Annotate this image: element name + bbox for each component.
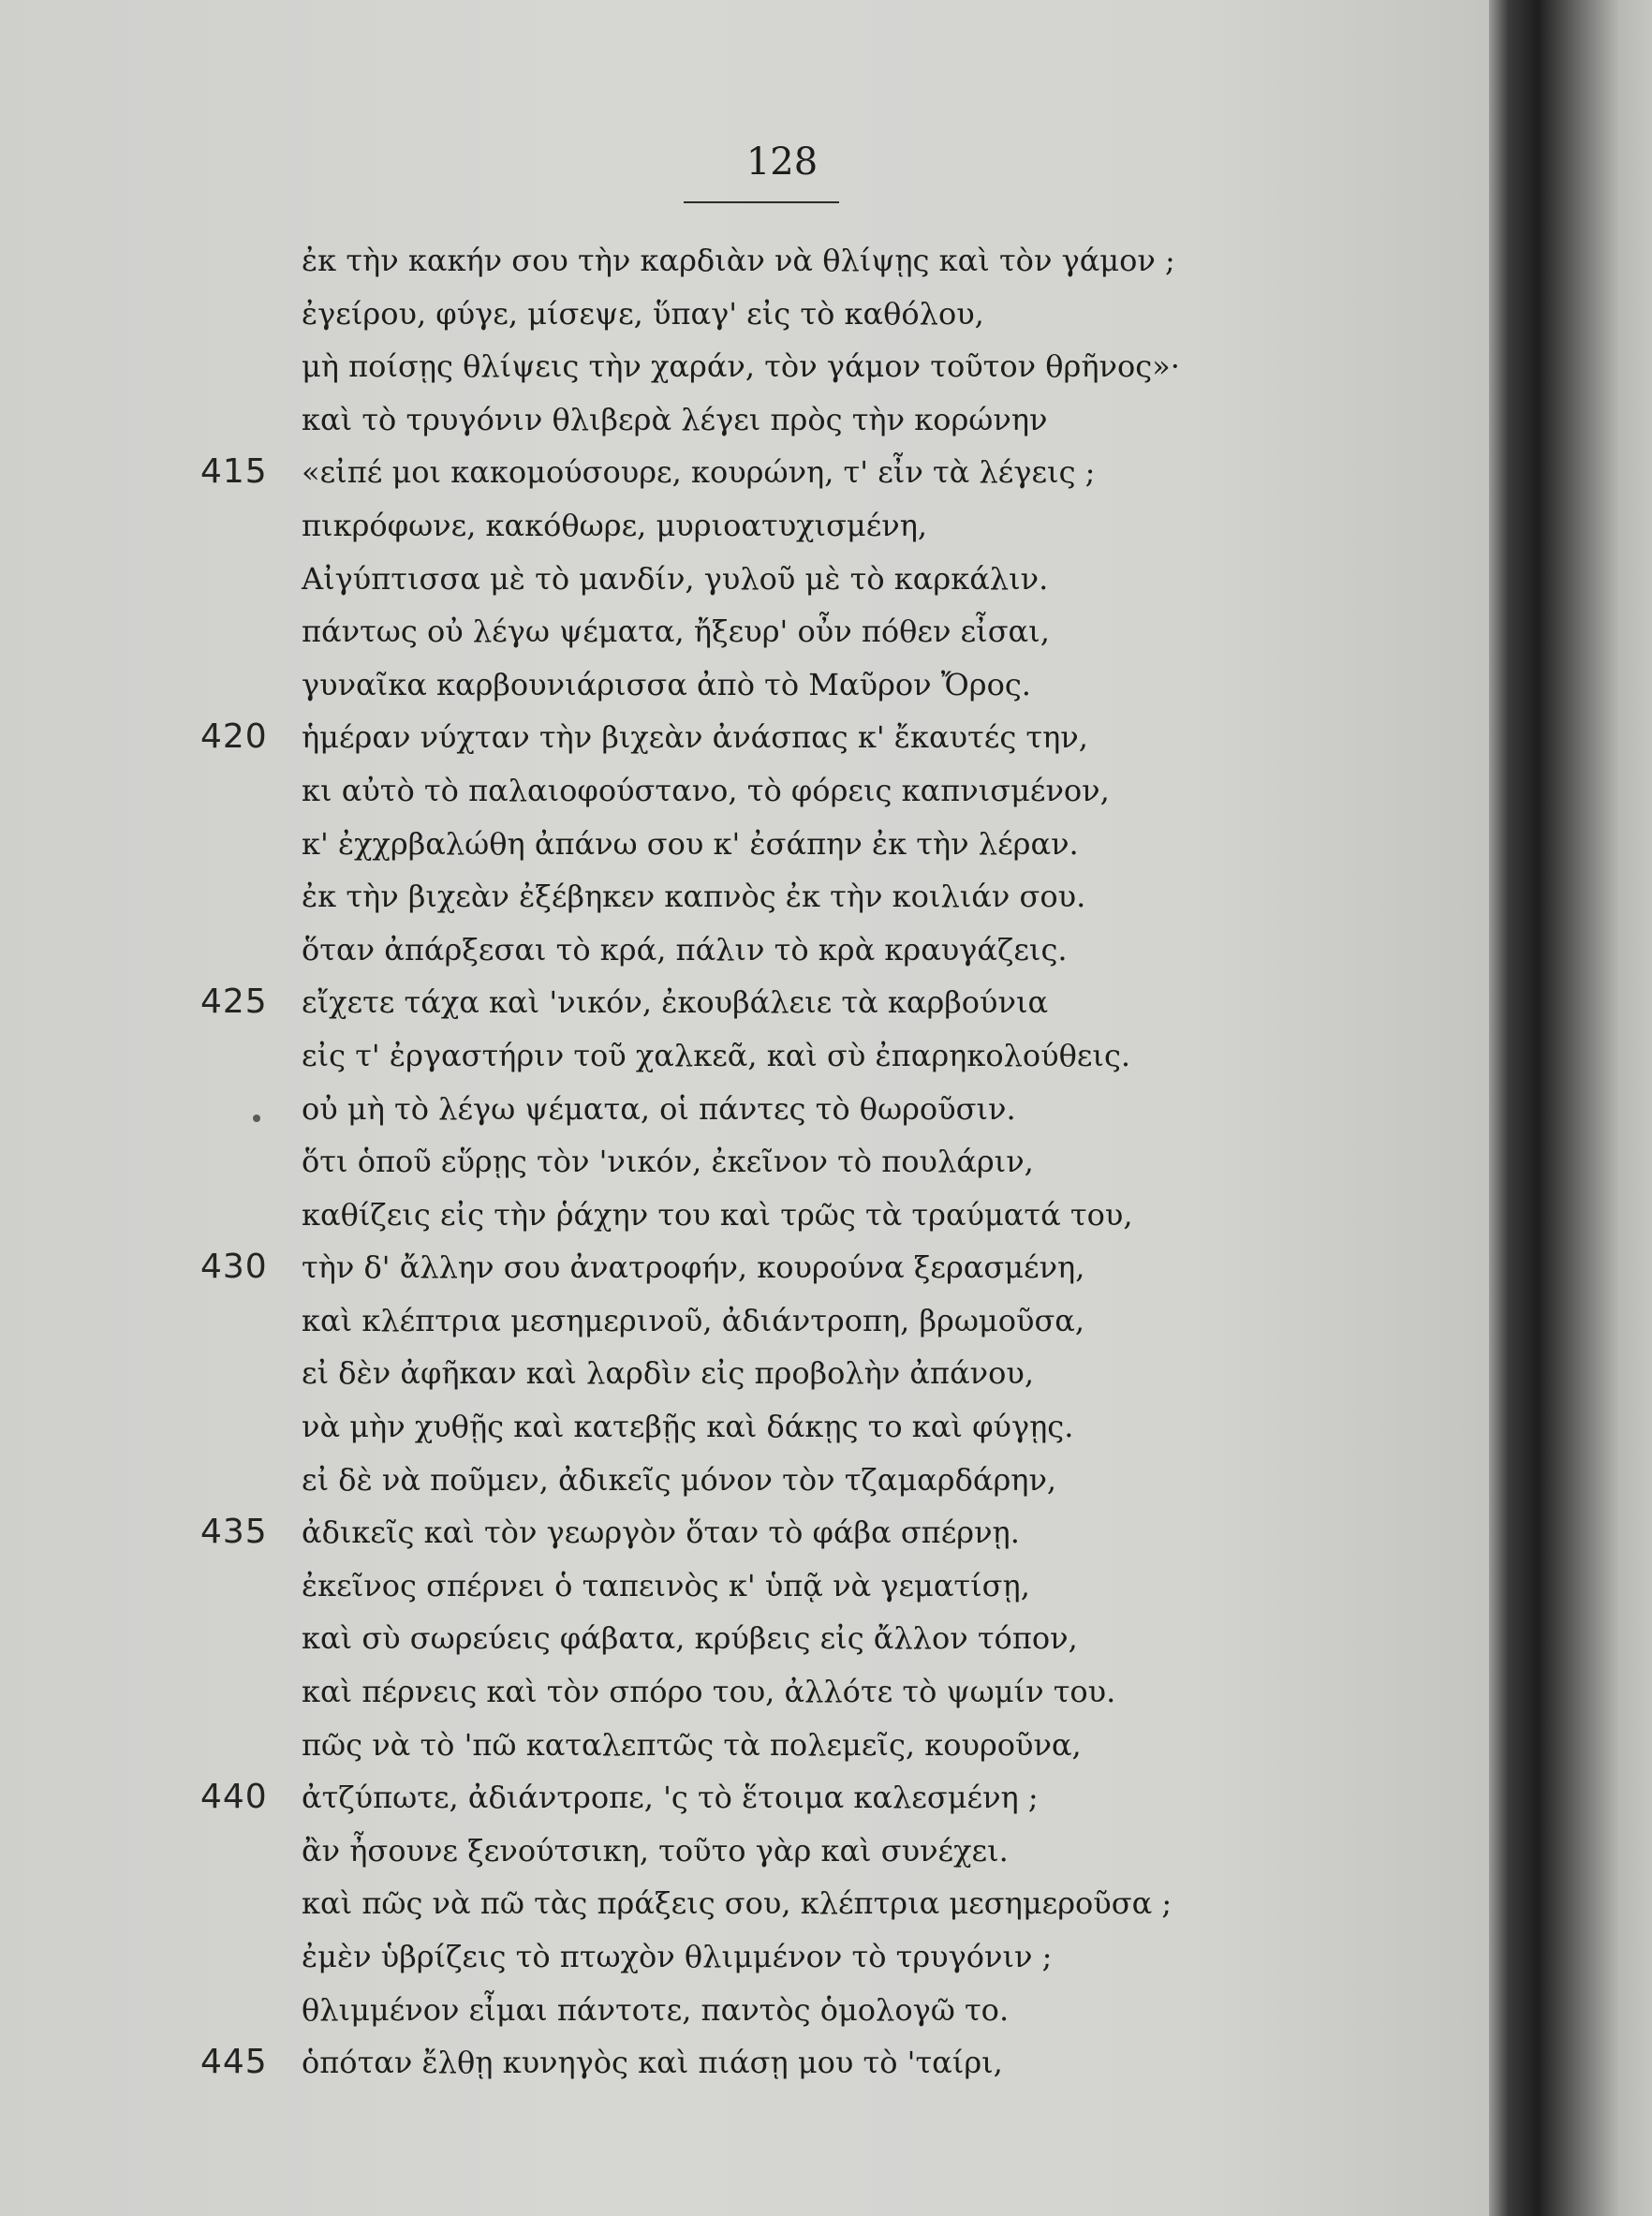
- verse-line: [0, 1189, 1489, 1242]
- verse-text: ἐκ τὴν βιχεὰν ἐξέβηκεν καπνὸς ἐκ τὴν κοιλιάν σου.: [302, 879, 1086, 915]
- verse-line: [0, 2036, 1489, 2090]
- verse-line: [0, 923, 1489, 977]
- verse-line: [0, 1400, 1489, 1454]
- verse-text: καὶ τὸ τρυγόνιν θλιβερὰ λέγει πρὸς τὴν κορώνην: [302, 401, 1048, 437]
- page-number: 128: [745, 140, 819, 184]
- verse-text: κι αὐτὸ τὸ παλαιοφούστανο, τὸ φόρεις καπνισμένον,: [302, 772, 1110, 808]
- verse-text: καὶ κλέπτρια μεσημερινοῦ, ἀδιάντροπη, βρωμοῦσα,: [302, 1302, 1085, 1338]
- verse-line: [0, 1559, 1489, 1613]
- stray-ink-mark: [253, 1115, 260, 1122]
- line-number: 435: [200, 1513, 268, 1552]
- verse-text: καὶ σὺ σωρεύεις φάβατα, κρύβεις εἰς ἄλλον τόπον,: [302, 1620, 1078, 1657]
- verse-line: [0, 658, 1489, 712]
- verse-text: καὶ πέρνεις καὶ τὸν σπόρο του, ἀλλότε τὸ ψωμίν του.: [302, 1674, 1116, 1710]
- book-gutter: [1489, 0, 1652, 2216]
- verse-line: [0, 1454, 1489, 1507]
- verse-text: κ' ἐχχρβαλώθη ἀπάνω σου κ' ἐσάπην ἐκ τὴν λέραν.: [302, 825, 1079, 862]
- verse-text: ἐκ τὴν κακήν σου τὴν καρδιὰν νὰ θλίψῃς καὶ τὸν γάμον ;: [302, 243, 1175, 278]
- verse-text: γυναῖκα καρβουνιάρισσα ἀπὸ τὸ Μαῦρον Ὄρος.: [302, 666, 1031, 702]
- verse-text: εἰ δὲ νὰ ποῦμεν, ἀδικεῖς μόνον τὸν τζαμαρδάρην,: [302, 1461, 1057, 1498]
- verse-text: ἀτζύπωτε, ἀδιάντροπε, 'ς τὸ ἕτοιμα καλεσμένη ;: [302, 1780, 1039, 1816]
- page-number-rule: [684, 201, 839, 203]
- verse-line: [0, 234, 1489, 288]
- line-number: 420: [200, 717, 268, 757]
- verse-line: [0, 393, 1489, 447]
- verse-line: [0, 340, 1489, 393]
- verse-text: τὴν δ' ἄλλην σου ἀνατροφήν, κουρούνα ξερασμένη,: [302, 1249, 1085, 1286]
- verse-text: μὴ ποίσῃς θλίψεις τὴν χαράν, τὸν γάμον τοῦτον θρῆνος»·: [302, 348, 1180, 385]
- verse-line: [0, 499, 1489, 553]
- line-number: 445: [200, 2043, 268, 2082]
- verse-text: καὶ πῶς νὰ πῶ τὰς πράξεις σου, κλέπτρια μεσημεροῦσα ;: [302, 1885, 1173, 1922]
- verse-text: ἡμέραν νύχταν τὴν βιχεὰν ἀνάσπας κ' ἔκαυτές την,: [302, 719, 1088, 756]
- verse-text: εἰς τ' ἐργαστήριν τοῦ χαλκεᾶ, καὶ σὺ ἐπαρηκολούθεις.: [302, 1037, 1131, 1073]
- line-number: 430: [200, 1248, 268, 1287]
- verse-text: πῶς νὰ τὸ 'πῶ καταλεπτῶς τὰ πολεμεῖς, κουροῦνα,: [302, 1726, 1082, 1763]
- verse-line: [0, 446, 1489, 499]
- verse-line: [0, 605, 1489, 658]
- verse-line: [0, 1984, 1489, 2037]
- verse-text: εἴχετε τάχα καὶ 'νικόν, ἐκουβάλειε τὰ καρβούνια: [302, 984, 1049, 1021]
- verse-text: Αἰγύπτισσα μὲ τὸ μανδίν, γυλοῦ μὲ τὸ καρκάλιν.: [302, 560, 1049, 597]
- verse-line: [0, 1719, 1489, 1772]
- verse-line: [0, 1612, 1489, 1665]
- line-number: 425: [200, 982, 268, 1022]
- verse-line: [0, 553, 1489, 606]
- verse-text: καθίζεις εἰς τὴν ῥάχην του καὶ τρῶς τὰ τραύματά του,: [302, 1196, 1133, 1233]
- verse-text: πικρόφωνε, κακόθωρε, μυριοατυχισμένη,: [302, 507, 928, 543]
- verse-text: ἐμὲν ὑβρίζεις τὸ πτωχὸν θλιμμένον τὸ τρυγόνιν ;: [302, 1939, 1053, 1974]
- verse-lines: [0, 234, 1489, 2090]
- verse-line: [0, 1825, 1489, 1878]
- verse-text: ὁπόταν ἔλθῃ κυνηγὸς καὶ πιάσῃ μου τὸ 'ταίρι,: [302, 2045, 1003, 2081]
- verse-line: [0, 976, 1489, 1029]
- verse-line: [0, 1029, 1489, 1083]
- verse-text: «εἰπέ μοι κακομούσουρε, κουρώνη, τ' εἶν τὰ λέγεις ;: [302, 454, 1096, 491]
- verse-text: πάντως οὐ λέγω ψέματα, ἤξευρ' οὖν πόθεν εἶσαι,: [302, 613, 1050, 650]
- verse-line: [0, 818, 1489, 871]
- verse-line: [0, 1771, 1489, 1825]
- verse-text: ὅτι ὁποῦ εὕρῃς τὸν 'νικόν, ἐκεῖνον τὸ πουλάριν,: [302, 1144, 1034, 1180]
- verse-line: [0, 1294, 1489, 1348]
- verse-text: ὅταν ἀπάρξεσαι τὸ κρά, πάλιν τὸ κρὰ κραυγάζεις.: [302, 931, 1068, 968]
- verse-line: [0, 711, 1489, 764]
- verse-line: [0, 1930, 1489, 1984]
- verse-line: [0, 870, 1489, 923]
- verse-line: [0, 1241, 1489, 1294]
- verse-text: ἀδικεῖς καὶ τὸν γεωργὸν ὅταν τὸ φάβα σπέρνῃ.: [302, 1514, 1020, 1551]
- verse-line: [0, 1083, 1489, 1136]
- verse-text: οὐ μὴ τὸ λέγω ψέματα, οἱ πάντες τὸ θωροῦσιν.: [302, 1090, 1016, 1127]
- verse-text: ἂν ἦσουνε ξενούτσικη, τοῦτο γὰρ καὶ συνέχει.: [302, 1832, 1009, 1869]
- verse-text: θλιμμένον εἶμαι πάντοτε, παντὸς ὁμολογῶ το.: [302, 1991, 1010, 2028]
- verse-line: [0, 1506, 1489, 1559]
- verse-text: ἐκεῖνος σπέρνει ὁ ταπεινὸς κ' ὑπᾷ νὰ γεματίσῃ,: [302, 1567, 1030, 1603]
- verse-line: [0, 1877, 1489, 1930]
- verse-text: εἰ δὲν ἀφῆκαν καὶ λαρδὶν εἰς προβολὴν ἀπάνου,: [302, 1355, 1035, 1392]
- verse-line: [0, 1135, 1489, 1189]
- verse-line: [0, 764, 1489, 818]
- verse-line: [0, 1347, 1489, 1400]
- line-number: 440: [200, 1778, 268, 1817]
- verse-line: [0, 1665, 1489, 1719]
- line-number: 415: [200, 452, 268, 492]
- verse-text: νὰ μὴν χυθῇς καὶ κατεβῇς καὶ δάκῃς το καὶ φύγῃς.: [302, 1409, 1074, 1445]
- verse-line: [0, 288, 1489, 341]
- verse-text: ἐγείρου, φύγε, μίσεψε, ὕπαγ' εἰς τὸ καθόλου,: [302, 295, 984, 332]
